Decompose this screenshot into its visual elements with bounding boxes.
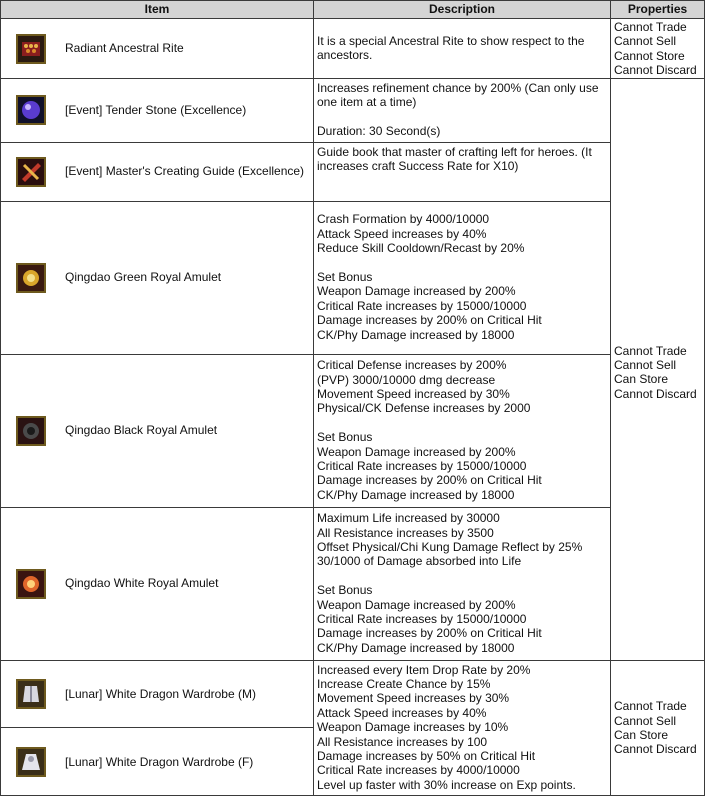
header-row (1, 1, 705, 19)
item-name: Qingdao White Royal Amulet (65, 576, 219, 591)
item-cell (1, 728, 314, 796)
green-amulet-icon (16, 263, 46, 293)
item-name: [Lunar] White Dragon Wardrobe (M) (65, 686, 256, 701)
item-properties: Cannot Trade Cannot Sell Cannot Store Cannot Discard (611, 19, 705, 79)
item-properties: Cannot Trade Cannot Sell Can Store Cannot Discard (611, 79, 705, 661)
item-description: Crash Formation by 4000/10000 Attack Speed increases by 40% Reduce Skill Cooldown/Recast by 20% Set Bonus Weapon Damage increased by 200% Critical Rate increases by 15000/10000 Damage increases by 200% on Critical Hit CK/Phy Damage increased by 18000 (314, 201, 611, 354)
item-cell (1, 201, 314, 354)
item-name: [Event] Tender Stone (Excellence) (65, 103, 247, 118)
table-row (1, 19, 705, 79)
item-cell (1, 142, 314, 201)
table-row (1, 142, 705, 201)
item-description: Guide book that master of crafting left for heroes. (It increases craft Success Rate for X10) (314, 142, 611, 201)
item-name: Qingdao Black Royal Amulet (65, 423, 218, 438)
item-cell (1, 19, 314, 79)
table-row (1, 660, 705, 728)
wardrobe-m-icon (16, 679, 46, 709)
wardrobe-f-icon (16, 747, 46, 777)
header-item: Item (1, 1, 314, 19)
item-description: Increased every Item Drop Rate by 20% Increase Create Chance by 15% Movement Speed increases by 30% Attack Speed increases by 40% Weapon Damage increases by 10% All Resistance increases by 100 Damage increases by 50% on Critical Hit Critical Rate increases by 4000/10000 Level up faster with 30% increase on Exp points. (314, 660, 611, 796)
item-cell (1, 79, 314, 143)
item-name: [Event] Master's Creating Guide (Excellence) (65, 164, 305, 179)
item-description: Maximum Life increased by 30000 All Resistance increases by 3500 Offset Physical/Chi Kung Damage Reflect by 25% 30/1000 of Damage absorbed into Life Set Bonus Weapon Damage increased by 200% Critical Rate increases by 15000/10000 Damage increases by 200% on Critical Hit CK/Phy Damage increased by 18000 (314, 507, 611, 660)
item-cell (1, 507, 314, 660)
item-name: Radiant Ancestral Rite (65, 41, 184, 56)
item-name: Qingdao Green Royal Amulet (65, 270, 222, 285)
table-row (1, 354, 705, 507)
item-description: Increases refinement chance by 200% (Can only use one item at a time) Duration: 30 Second(s) (314, 79, 611, 143)
item-name: [Lunar] White Dragon Wardrobe (F) (65, 754, 254, 769)
creating-guide-icon (16, 157, 46, 187)
header-properties: Properties (611, 1, 705, 19)
tender-stone-icon (16, 95, 46, 125)
table-row (1, 201, 705, 354)
item-properties: Cannot Trade Cannot Sell Can Store Cannot Discard (611, 660, 705, 796)
ancestral-rite-icon (16, 34, 46, 64)
header-description: Description (314, 1, 611, 19)
table-row (1, 79, 705, 143)
table-row (1, 507, 705, 660)
black-amulet-icon (16, 416, 46, 446)
item-description: Critical Defense increases by 200% (PVP) 3000/10000 dmg decrease Movement Speed increased by 30% Physical/CK Defense increases by 2000 Set Bonus Weapon Damage increased by 200% Critical Rate increases by 15000/10000 Damage increases by 200% on Critical Hit CK/Phy Damage increased by 18000 (314, 354, 611, 507)
item-cell (1, 660, 314, 728)
white-amulet-icon (16, 569, 46, 599)
item-description: It is a special Ancestral Rite to show respect to the ancestors. (314, 19, 611, 79)
item-cell (1, 354, 314, 507)
